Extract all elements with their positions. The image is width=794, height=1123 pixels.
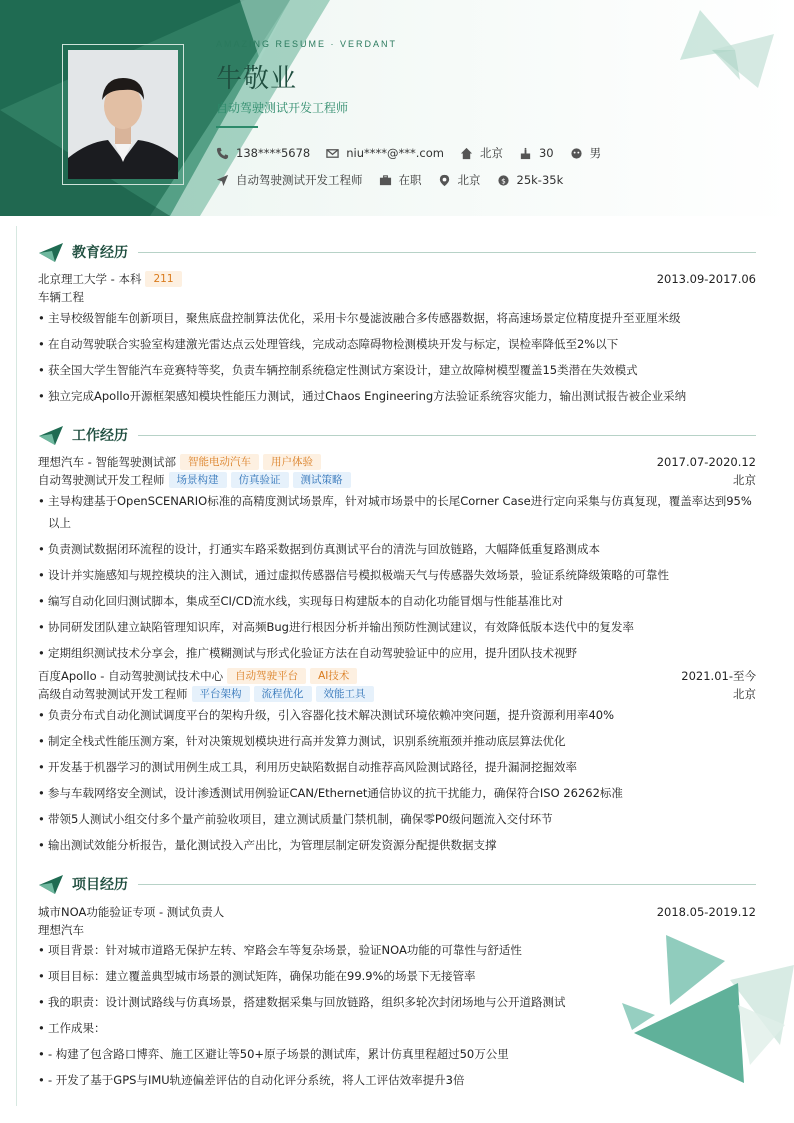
contact-row [216,145,617,161]
project-bullet: • - 构建了包含路口博弈、施工区避让等50+原子场景的测试库，累计仿真里程超过50万公里 [38,1043,756,1065]
briefcase-icon [379,174,392,187]
profile-photo [68,50,178,179]
role-tag: 场景构建 [169,472,227,488]
education-heading [38,241,756,263]
email-item [326,146,444,160]
brand-text: AMAZING RESUME · VERDANT [216,39,398,49]
job-city: 北京 [733,473,756,487]
job-bullet: • 制定全栈式性能压测方案，针对决策规划模块进行高并发算力测试，识别系统瓶颈并推动底层算法优化 [38,730,756,752]
job-company-row [38,668,756,684]
paper-plane-icon [38,873,64,895]
job-bullet: • 输出测试效能分析报告，量化测试投入产出比，为管理层制定研发资源分配提供数据支撑 [38,834,756,856]
job-bullet: • 设计并实施感知与规控模块的注入测试，通过虚拟传感器信号模拟极端天气与传感器失效场景，验证系统降级策略的可靠性 [38,564,756,586]
company-tag: 智能电动汽车 [180,454,259,470]
project-name-row [38,904,756,920]
target-city-text: 北京 [457,173,481,187]
target-position-text: 自动驾驶测试开发工程师 [236,173,363,187]
age-text: 30 [538,146,554,160]
project-bullet: • 工作成果： [38,1017,756,1039]
job-role-row [38,472,756,488]
job-bullet: • 编写自动化回归测试脚本，集成至CI/CD流水线，实现每日构建版本的自动化功能冒烟与性能基准比对 [38,590,756,612]
cake-icon [519,147,532,160]
job-bullet: • 负责测试数据闭环流程的设计，打通实车路采数据到仿真测试平台的清洗与回放链路，大幅降低重复路测成本 [38,538,756,560]
gender-text: 男 [589,146,602,160]
role-tag: 测试策略 [293,472,351,488]
company-tag: AI技术 [310,668,357,684]
send-icon [216,174,229,187]
project-company-row [38,922,756,938]
project-bullet: • 项目目标：建立覆盖典型城市场景的测试矩阵，确保功能在99.9%的场景下无接管率 [38,965,756,987]
left-rule [16,226,17,1106]
school-tag: 211 [145,271,181,287]
major-name: 车辆工程 [38,290,84,304]
phone-item [216,146,310,160]
candidate-name: 牛敬业 [216,64,298,94]
education-bullet: • 获全国大学生智能汽车竞赛特等奖，负责车辆控制系统稳定性测试方案设计，建立故障树模型覆盖15类潜在失效模式 [38,359,756,381]
email-text: niu****@***.com [346,146,444,160]
job-bullet: • 开发基于机器学习的测试用例生成工具，利用历史缺陷数据自动推荐高风险测试路径，提升漏洞挖掘效率 [38,756,756,778]
job-role: 高级自动驾驶测试开发工程师 [38,687,188,701]
company-tag: 自动驾驶平台 [227,668,306,684]
job-role: 自动驾驶测试开发工程师 [38,473,165,487]
home-icon [460,147,473,160]
svg-text:$: $ [500,175,506,185]
gender-icon [570,147,583,160]
role-tag: 效能工具 [316,686,374,702]
project-bullet: • 我的职责：设计测试路线与仿真场景，搭建数据采集与回放链路，组织多轮次封闭场地与公开道路测试 [38,991,756,1013]
job-intent-row [216,172,579,188]
education-major-row [38,289,756,305]
project-date: 2018.05-2019.12 [656,905,756,919]
education-rule [138,252,756,253]
age-item [519,146,554,160]
work-rule [138,435,756,436]
job-company: 百度Apollo - 自动驾驶测试技术中心 [38,669,224,683]
job-bullet: • 参与车载网络安全测试，设计渗透测试用例验证CAN/Ethernet通信协议的抗干扰能力，确保符合ISO 26262标准 [38,782,756,804]
project-bullet: • 项目背景：针对城市道路无保护左转、窄路会车等复杂场景，验证NOA功能的可靠性与舒适性 [38,939,756,961]
job-bullet: • 负责分布式自动化测试调度平台的架构升级，引入容器化技术解决测试环境依赖冲突问题，提升资源利用率40% [38,704,756,726]
company-tag: 用户体验 [263,454,321,470]
job-city: 北京 [733,687,756,701]
role-tag: 平台架构 [192,686,250,702]
location-text: 北京 [479,146,503,160]
money-icon [497,174,510,187]
gender-item [570,145,602,161]
mail-icon [326,147,339,160]
job-company-row [38,454,756,470]
paper-plane-icon [38,424,64,446]
education-bullet: • 独立完成Apollo开源框架感知模块性能压力测试，通过Chaos Engineering方法验证系统容灾能力，输出测试报告被企业采纳 [38,385,756,407]
work-heading [38,424,756,446]
school-name: 北京理工大学 - 本科 [38,272,142,286]
title-divider [216,126,258,128]
project-company: 理想汽车 [38,923,84,937]
project-rule [138,884,756,885]
education-school-row [38,271,756,287]
education-bullet: • 在自动驾驶联合实验室构建激光雷达点云处理管线，完成动态障碍物检测模块开发与标定，误检率降低至2%以下 [38,333,756,355]
project-title: 项目经历 [72,877,128,893]
project-heading [38,873,756,895]
job-company: 理想汽车 - 智能驾驶测试部 [38,455,176,469]
project-name: 城市NOA功能验证专项 - 测试负责人 [38,905,225,919]
phone-icon [216,147,229,160]
location-item [460,145,503,161]
role-tag: 流程优化 [254,686,312,702]
education-date: 2013.09-2017.06 [656,272,756,286]
salary-item [497,173,564,187]
target-city-item [438,172,481,188]
job-date: 2017.07-2020.12 [656,455,756,469]
pin-icon [438,174,451,187]
job-bullet: • 定期组织测试技术分享会，推广模糊测试与形式化验证方法在自动驾驶验证中的应用，提升团队技术视野 [38,642,756,664]
job-bullet: • 协同研发团队建立缺陷管理知识库，对高频Bug进行根因分析并输出预防性测试建议，有效降低版本迭代中的复发率 [38,616,756,638]
candidate-title: 自动驾驶测试开发工程师 [216,101,349,115]
job-bullet: • 主导构建基于OpenSCENARIO标准的高精度测试场景库，针对城市场景中的长尾Corner Case进行定向采集与仿真复现，覆盖率达到95%以上 [38,490,756,534]
work-title: 工作经历 [72,428,128,444]
project-bullet: • - 开发了基于GPS与IMU轨迹偏差评估的自动化评分系统，将人工评估效率提升3倍 [38,1069,756,1091]
education-bullet: • 主导校级智能车创新项目，聚焦底盘控制算法优化，采用卡尔曼滤波融合多传感器数据，将高速场景定位精度提升至亚厘米级 [38,307,756,329]
phone-text: 138****5678 [236,146,311,160]
job-role-row [38,686,756,702]
paper-plane-icon [38,241,64,263]
education-title: 教育经历 [72,245,128,261]
status-item [379,172,422,188]
job-date: 2021.01-至今 [681,669,756,683]
job-bullet: • 带领5人测试小组交付多个量产前验收项目，建立测试质量门禁机制，确保零P0级问题流入交付环节 [38,808,756,830]
status-text: 在职 [398,173,422,187]
role-tag: 仿真验证 [231,472,289,488]
target-position-item [216,172,363,188]
salary-text: 25k-35k [516,173,564,187]
